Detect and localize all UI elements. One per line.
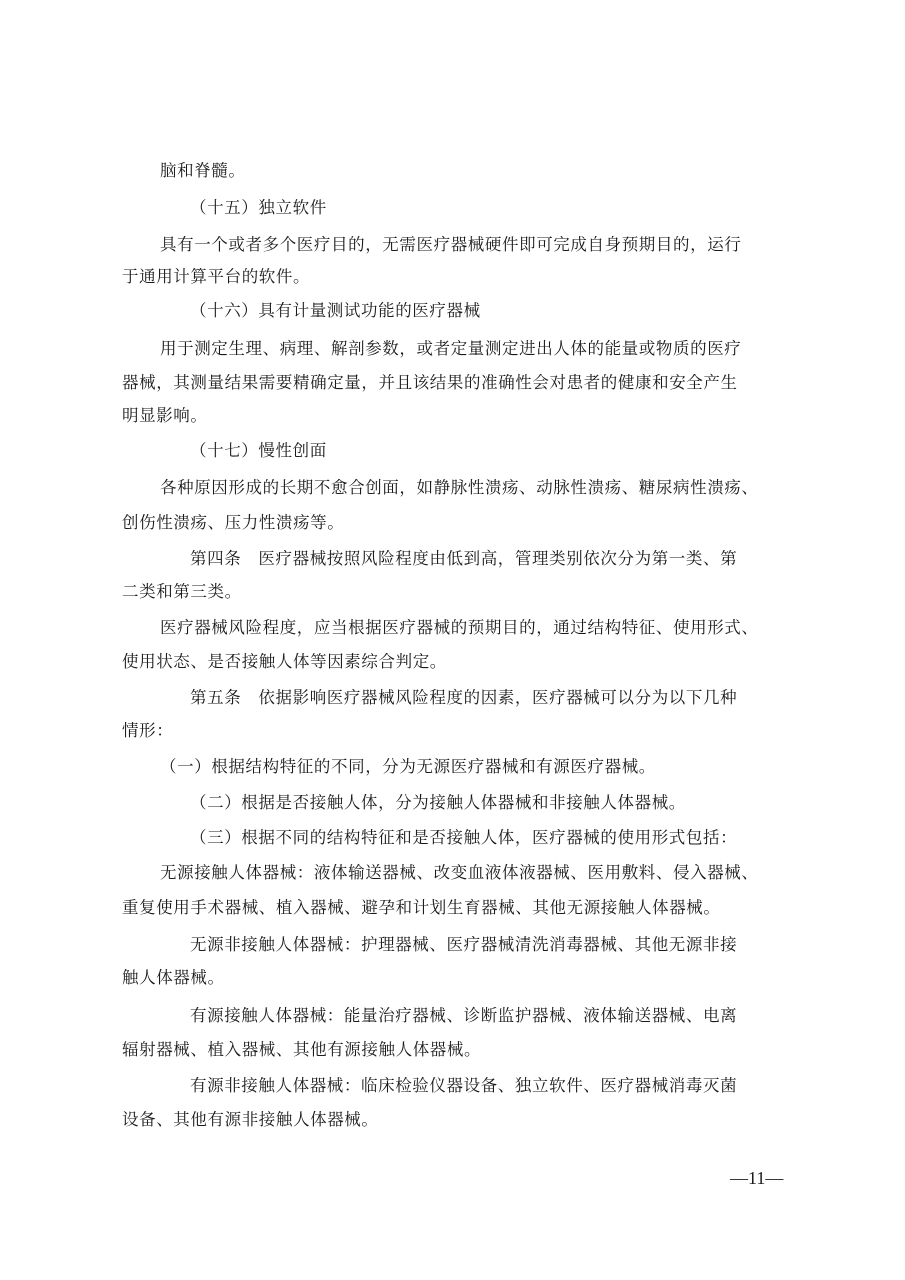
text-line: 有源非接触人体器械：临床检验仪器设备、独立软件、医疗器械消毒灭菌: [190, 1076, 738, 1095]
section-heading-16: （十六）具有计量测试功能的医疗器械: [190, 301, 481, 320]
text-line: 医疗器械风险程度，应当根据医疗器械的预期目的，通过结构特征、使用形式、: [160, 618, 759, 637]
text-line: 设备、其他有源非接触人体器械。: [122, 1110, 379, 1129]
list-item-1: （一）根据结构特征的不同，分为无源医疗器械和有源医疗器械。: [160, 757, 656, 776]
list-item-2: （二）根据是否接触人体，分为接触人体器械和非接触人体器械。: [190, 793, 686, 812]
section-heading-15: （十五）独立软件: [190, 198, 327, 217]
text-line: 使用状态、是否接触人体等因素综合判定。: [122, 652, 447, 671]
text-line: 辐射器械、植入器械、其他有源接触人体器械。: [122, 1040, 482, 1059]
text-line: 脑和脊髓。: [160, 161, 246, 180]
text-line: 二类和第三类。: [122, 582, 242, 601]
list-item-3: （三）根据不同的结构特征和是否接触人体，医疗器械的使用形式包括：: [190, 828, 738, 847]
text-line: 于通用计算平台的软件。: [122, 267, 311, 286]
text-line: 各种原因形成的长期不愈合创面，如静脉性溃疡、动脉性溃疡、糖尿病性溃疡、: [160, 478, 759, 497]
text-line: 无源接触人体器械：液体输送器械、改变血液体液器械、医用敷料、侵入器械、: [160, 863, 759, 882]
text-line: 触人体器械。: [122, 968, 225, 987]
text-line: 情形：: [122, 721, 174, 740]
section-heading-17: （十七）慢性创面: [190, 441, 327, 460]
page-number: —11—: [730, 1168, 784, 1188]
text-line: 创伤性溃疡、压力性溃疡等。: [122, 513, 345, 532]
text-line: 器械，其测量结果需要精确定量，并且该结果的准确性会对患者的健康和安全产生: [122, 373, 738, 392]
text-line: 重复使用手术器械、植入器械、避孕和计划生育器械、其他无源接触人体器械。: [122, 898, 721, 917]
text-line: 明显影响。: [122, 406, 208, 425]
text-line: 无源非接触人体器械：护理器械、医疗器械清洗消毒器械、其他无源非接: [190, 935, 738, 954]
article-5-heading: 第五条 依据影响医疗器械风险程度的因素，医疗器械可以分为以下几种: [190, 688, 738, 707]
text-line: 用于测定生理、病理、解剖参数，或者定量测定进出人体的能量或物质的医疗: [160, 339, 742, 358]
text-line: 具有一个或者多个医疗目的，无需医疗器械硬件即可完成自身预期目的，运行: [160, 235, 742, 254]
text-line: 有源接触人体器械：能量治疗器械、诊断监护器械、液体输送器械、电离: [190, 1006, 738, 1025]
article-4-heading: 第四条 医疗器械按照风险程度由低到高，管理类别依次分为第一类、第: [190, 549, 738, 568]
